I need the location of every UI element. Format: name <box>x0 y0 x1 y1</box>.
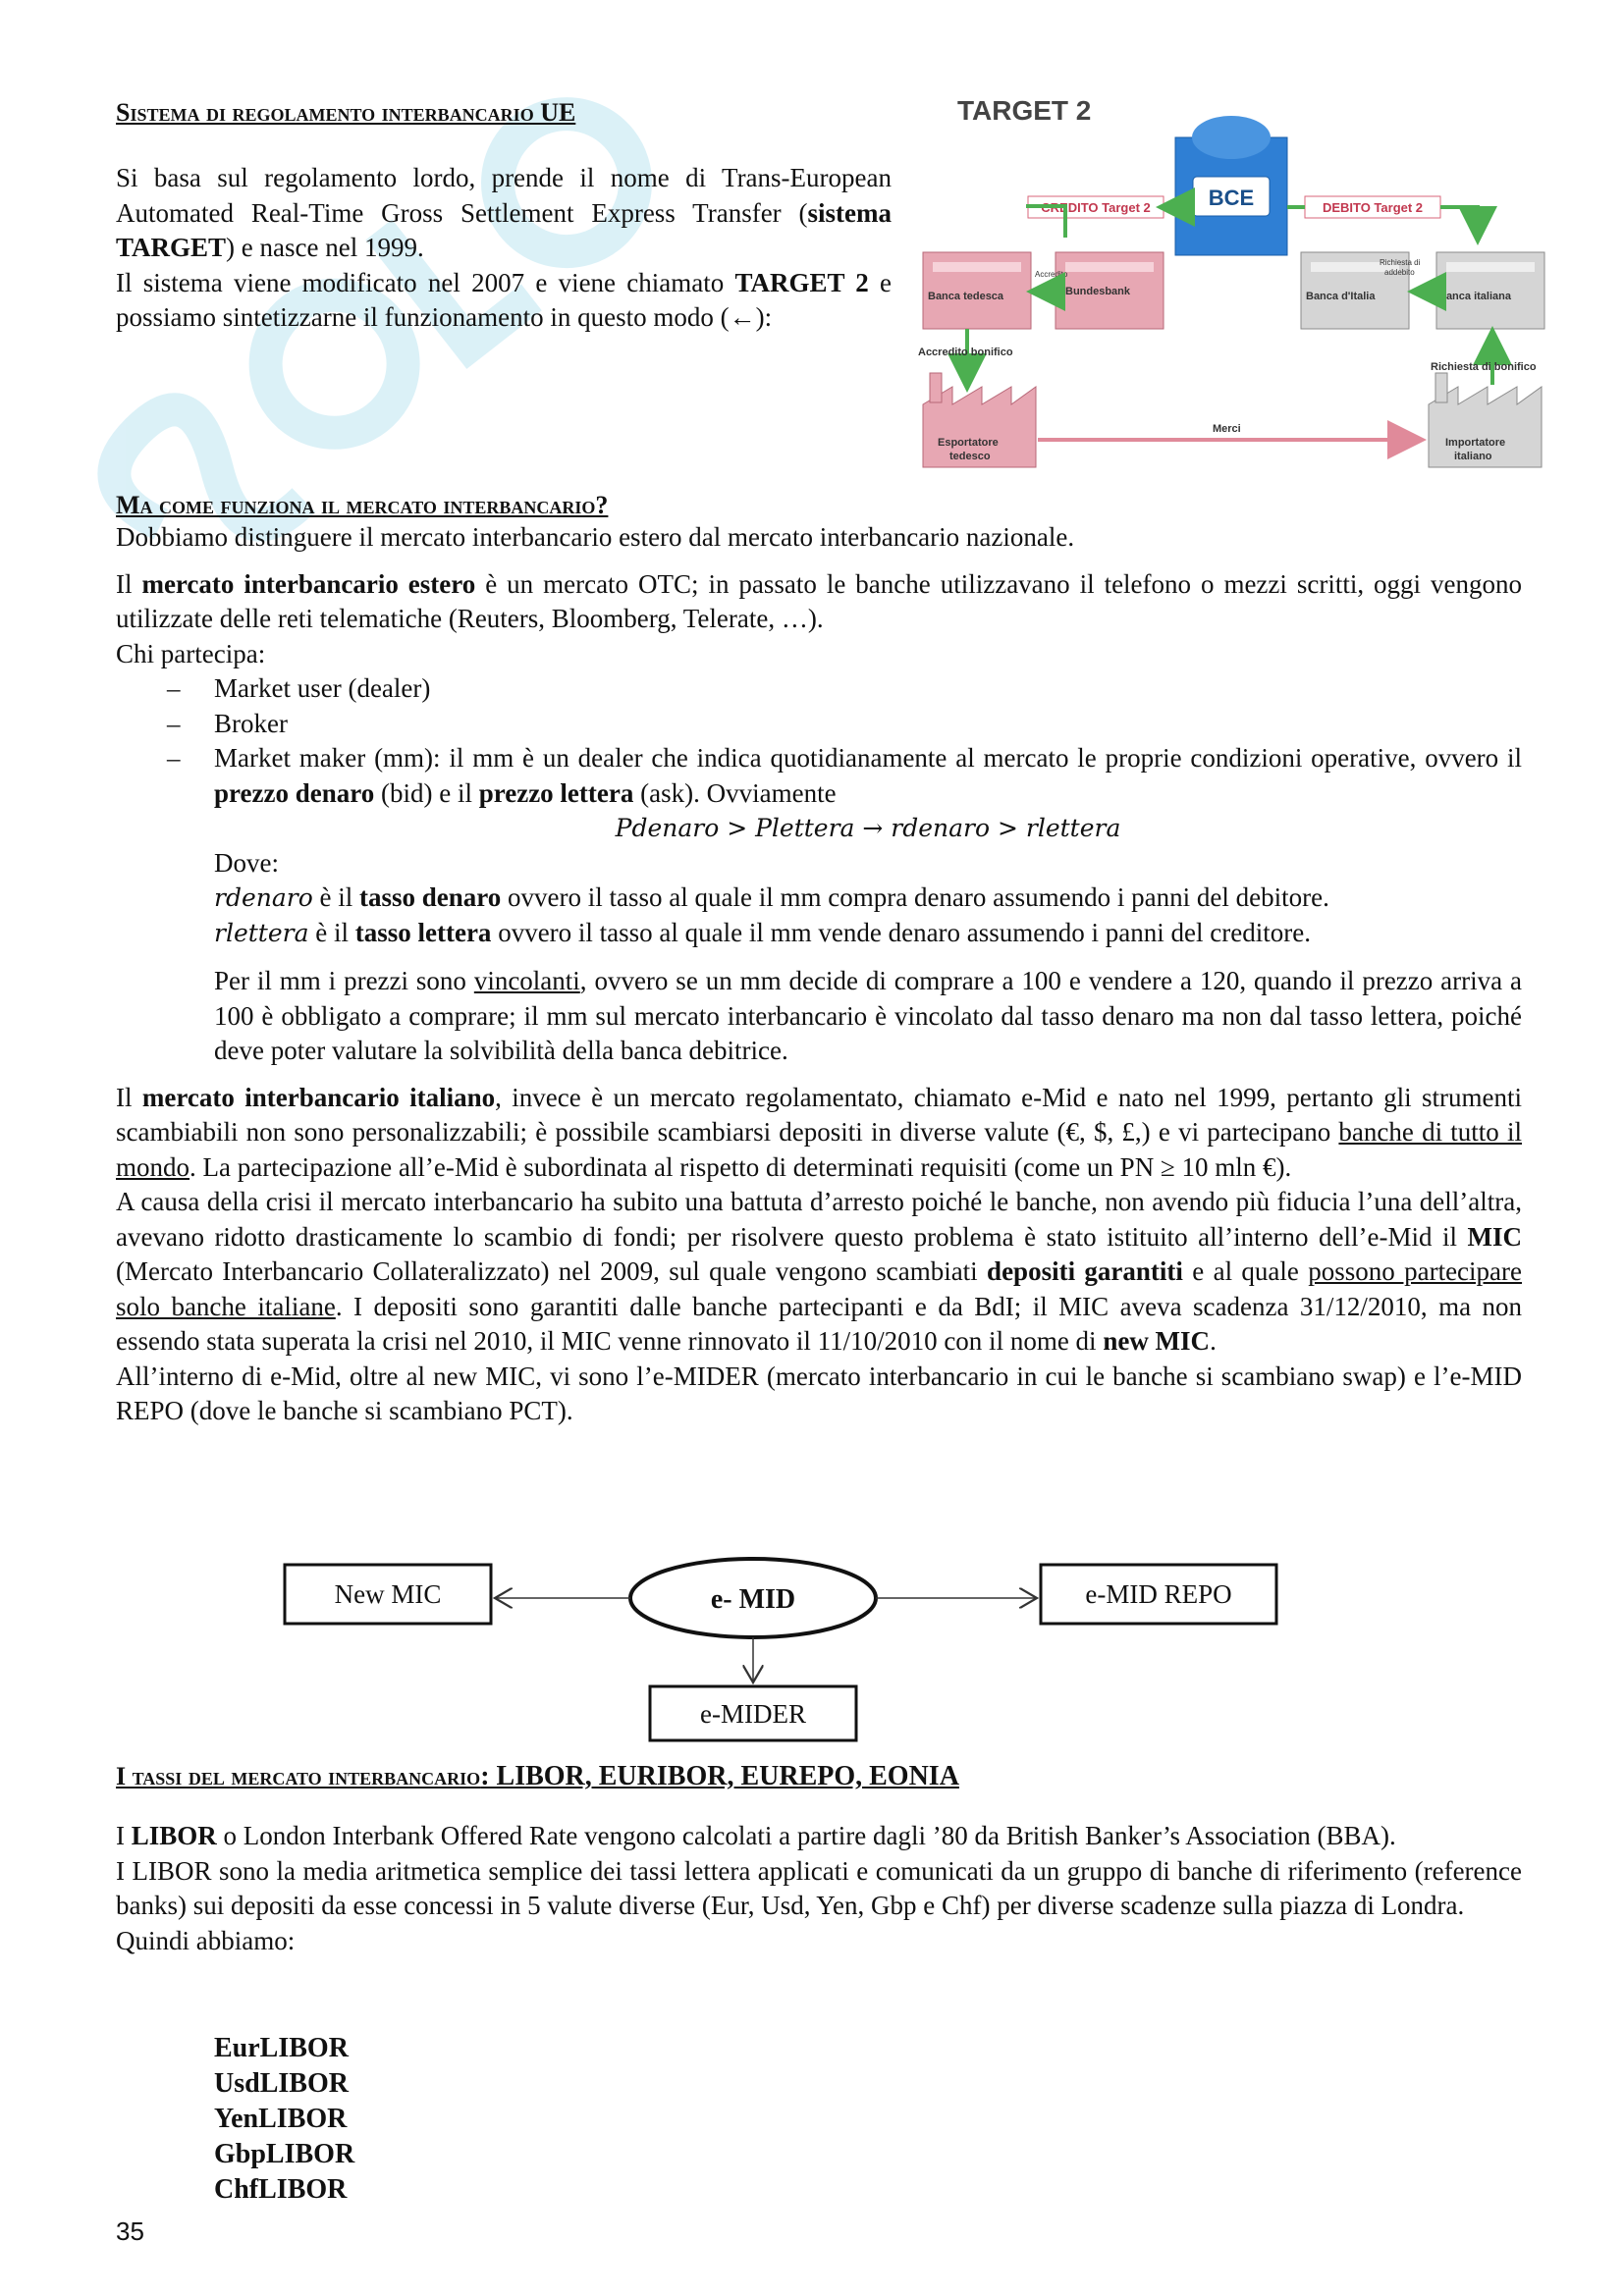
emid-label: e- MID <box>710 1584 796 1615</box>
green-arrow <box>1440 207 1478 238</box>
esportatore-label-line2: tedesco <box>949 451 991 462</box>
text-span: Si basa sul regolamento lordo, prende il nome di Trans-European Automated Real-Time Gross Settlement Express Transfer ( <box>116 163 892 228</box>
bold-term: tasso denaro <box>359 882 502 912</box>
list-dash: – <box>167 743 181 773</box>
richiesta-addebito-label-line2: addebito <box>1384 268 1415 277</box>
participants-list <box>116 671 1522 811</box>
bold-term: LIBOR <box>131 1821 217 1850</box>
dove-label: Dove: <box>214 847 279 878</box>
text-span: e al quale <box>1182 1256 1309 1286</box>
mercato-body <box>116 520 1522 1429</box>
section-title-text: Sistema di regolamento interbancario UE <box>116 98 576 127</box>
quindi-label: Quindi abbiamo: <box>116 1925 296 1955</box>
text-span: . La partecipazione all’e-Mid è subordinata al rispetto di determinati requisiti (come un PN ≥ 10 mln €). <box>189 1151 1292 1182</box>
section-title-text: Ma come funziona il mercato interbancario? <box>116 491 609 519</box>
text-span: Il <box>116 1082 142 1112</box>
richiesta-addebito-label-line1: Richiesta di <box>1380 258 1421 267</box>
text-span: (Mercato Interbancario Collateralizzato) nel 2009, sul quale vengono scambiati <box>116 1256 988 1286</box>
bold-term: MIC <box>1467 1221 1522 1252</box>
underlined-term: vincolanti <box>473 966 580 995</box>
accredito-bonifico-label: Accredito bonifico <box>918 347 1013 358</box>
underlined-term: banche di tutto il mondo <box>116 1117 1522 1182</box>
text-span: ) e nasce nel 1999. <box>226 233 424 262</box>
text-span: ovvero il tasso al quale il mm compra denaro assumendo i panni del debitore. <box>501 882 1329 912</box>
libor-intro <box>116 1819 1522 1854</box>
libor-item: ChfLIBOR <box>214 2174 348 2205</box>
merci-label: Merci <box>1213 423 1241 435</box>
emid-paragraph: All’interno di e-Mid, oltre al new MIC, vi sono l’e-MIDER (mercato interbancario in cui le banche si scambiano swap) e l’e-MID REPO (dove le banche si scambiano PCT). <box>116 1361 1522 1425</box>
bundesbank-label: Bundesbank <box>1065 286 1131 297</box>
text-span: A causa della crisi il mercato interbancario ha subito una battuta d’arresto poiché le banche, non avendo più fiducia l’una dell’altra, avevano ridotto drasticamente lo scambio di fondi; per risolvere questo problema è stato istituito all’interno dell’e-Mid il <box>116 1187 1522 1252</box>
text-span: , invece è un mercato regolamentato, chiamato e-Mid e nato nel 1999, pertanto gli strumenti scambiabili non sono personalizzabili; è possibile scambiarsi depositi in diverse valute (€, $, £,) e vi partecipano <box>116 1082 1522 1147</box>
text-span: o London Interbank Offered Rate vengono calcolati a partire dagli ’80 da British Banker’s Association (BBA). <box>216 1821 1396 1850</box>
libor-item: GbpLIBOR <box>214 2139 355 2169</box>
bold-term: TARGET 2 <box>734 267 869 297</box>
bold-term: prezzo lettera <box>478 777 634 808</box>
target2-diagram <box>918 90 1546 475</box>
section-title-mercato <box>116 491 608 520</box>
vincolanti-paragraph <box>214 964 1522 1069</box>
text-span: , ovvero se un mm decide di comprare a 100 e vendere a 120, quando il prezzo arriva a 100 è obbligato a comprare; il mm sul mercato interbancario è vincolato dal tasso denaro ma non dal tasso lettera, poiché deve poter valutare la solvibilità della banca debitrice. <box>214 966 1522 1065</box>
bold-term: tasso lettera <box>354 917 492 947</box>
target2-description <box>116 266 892 336</box>
section-title-target <box>116 98 575 128</box>
libor-body <box>116 1819 1522 1958</box>
importatore-label-line1: Importatore <box>1445 437 1506 449</box>
text-span: e possiamo sintetizzarne il funzionamento in questo modo (←): <box>116 267 892 332</box>
text-span: (ask). Ovviamente <box>633 777 837 808</box>
target-paragraph <box>116 161 892 336</box>
text-span: Il sistema viene modificato nel 2007 e viene chiamato <box>116 267 735 297</box>
bold-term: mercato interbancario estero <box>141 568 476 599</box>
banca-italia-label: Banca d'Italia <box>1306 291 1376 302</box>
underlined-term: possono partecipare solo banche italiane <box>116 1256 1522 1321</box>
text-span: . I depositi sono garantiti dalle banche partecipanti e da BdI; il MIC aveva scadenza 31/12/2010, ma non essendo stata superata la crisi nel 2010, il MIC venne rinnovato il 11/10/2010 con il nome di <box>116 1291 1522 1356</box>
text-span: è un mercato OTC; in passato le banche utilizzavano il telefono o mezzi scritti, oggi vengono utilizzate delle reti telematiche (Reuters, Bloomberg, Telerate, …). <box>116 568 1522 633</box>
bold-term: sistema TARGET <box>116 197 892 262</box>
list-dash: – <box>167 673 181 703</box>
bold-term: prezzo denaro <box>214 777 375 808</box>
rlettera-definition <box>214 916 1522 951</box>
richiesta-bonifico-label: Richiesta di bonifico <box>1431 361 1537 373</box>
crisi-paragraph <box>116 1185 1522 1360</box>
list-item <box>116 741 1522 811</box>
section-title-text: I tassi del mercato interbancario <box>116 1762 481 1790</box>
libor-item: UsdLIBOR <box>214 2068 349 2099</box>
debito-label: DEBITO Target 2 <box>1322 200 1424 215</box>
list-item <box>116 707 1522 742</box>
credito-label: CREDITO Target 2 <box>1041 200 1151 215</box>
list-item-text: Broker <box>214 708 288 738</box>
bold-term: depositi garantiti <box>987 1256 1183 1286</box>
diagram-title: TARGET 2 <box>957 95 1092 126</box>
emid-repo-label: e-MID REPO <box>1085 1579 1232 1609</box>
formula: Pdenaro > Plettera → rdenaro > rlettera <box>615 814 1121 842</box>
libor-definition: I LIBOR sono la media aritmetica semplice dei tassi lettera applicati e comunicati da un gruppo di banche di riferimento (reference banks) sui depositi da esse concessi in 5 valute diverse (Eur, Usd, Yen, Gbp e Chf) per diverse scadenze sulla piazza di Londra. <box>116 1855 1522 1920</box>
list-item-text: Market maker (mm): il mm è un dealer che indica quotidianamente al mercato le proprie condizioni operative, ovvero il <box>214 743 1522 773</box>
section-title-rates: : LIBOR, EURIBOR, EUREPO, EONIA <box>480 1761 959 1791</box>
rdenaro-definition <box>214 881 1522 916</box>
text-span: Per il mm i prezzi sono <box>214 966 474 995</box>
page-number: 35 <box>116 2216 144 2246</box>
banca-italiana-label: Banca italiana <box>1438 291 1511 302</box>
banca-tedesca-label: Banca tedesca <box>928 291 1004 302</box>
importatore-label-line2: italiano <box>1454 451 1492 462</box>
list-item <box>116 671 1522 707</box>
text-span: Il <box>116 568 142 599</box>
math-symbol: rlettera <box>214 918 309 947</box>
libor-item: YenLIBOR <box>214 2104 348 2134</box>
esportatore-label-line1: Esportatore <box>938 437 999 449</box>
text-span: . <box>1210 1326 1217 1356</box>
target-intro <box>116 161 892 266</box>
text-span: è il <box>308 917 355 947</box>
section-title-tassi <box>116 1761 959 1792</box>
chi-partecipa: Chi partecipa: <box>116 638 266 668</box>
intro-paragraph: Dobbiamo distinguere il mercato interbancario estero dal mercato interbancario nazionale. <box>116 522 1075 552</box>
list-item-text: Market user (dealer) <box>214 673 431 703</box>
bold-term: new MIC <box>1103 1326 1211 1356</box>
list-dash: – <box>167 708 181 738</box>
emider-label: e-MIDER <box>700 1699 806 1729</box>
math-symbol: rdenaro <box>214 883 313 912</box>
emid-diagram <box>275 1549 1286 1745</box>
libor-item: EurLIBOR <box>214 2033 349 2063</box>
estero-paragraph <box>116 567 1522 637</box>
text-span: I <box>116 1821 132 1850</box>
new-mic-label: New MIC <box>334 1579 442 1609</box>
text-span: (bid) e il <box>374 777 479 808</box>
text-span: è il <box>312 882 360 912</box>
bold-term: mercato interbancario italiano <box>141 1082 496 1112</box>
text-span: ovvero il tasso al quale il mm vende denaro assumendo i panni del creditore. <box>491 917 1311 947</box>
formula-block <box>116 811 1522 1069</box>
accredito-label: Accredito <box>1035 270 1068 279</box>
bce-label: BCE <box>1208 186 1255 210</box>
italiano-paragraph <box>116 1081 1522 1186</box>
